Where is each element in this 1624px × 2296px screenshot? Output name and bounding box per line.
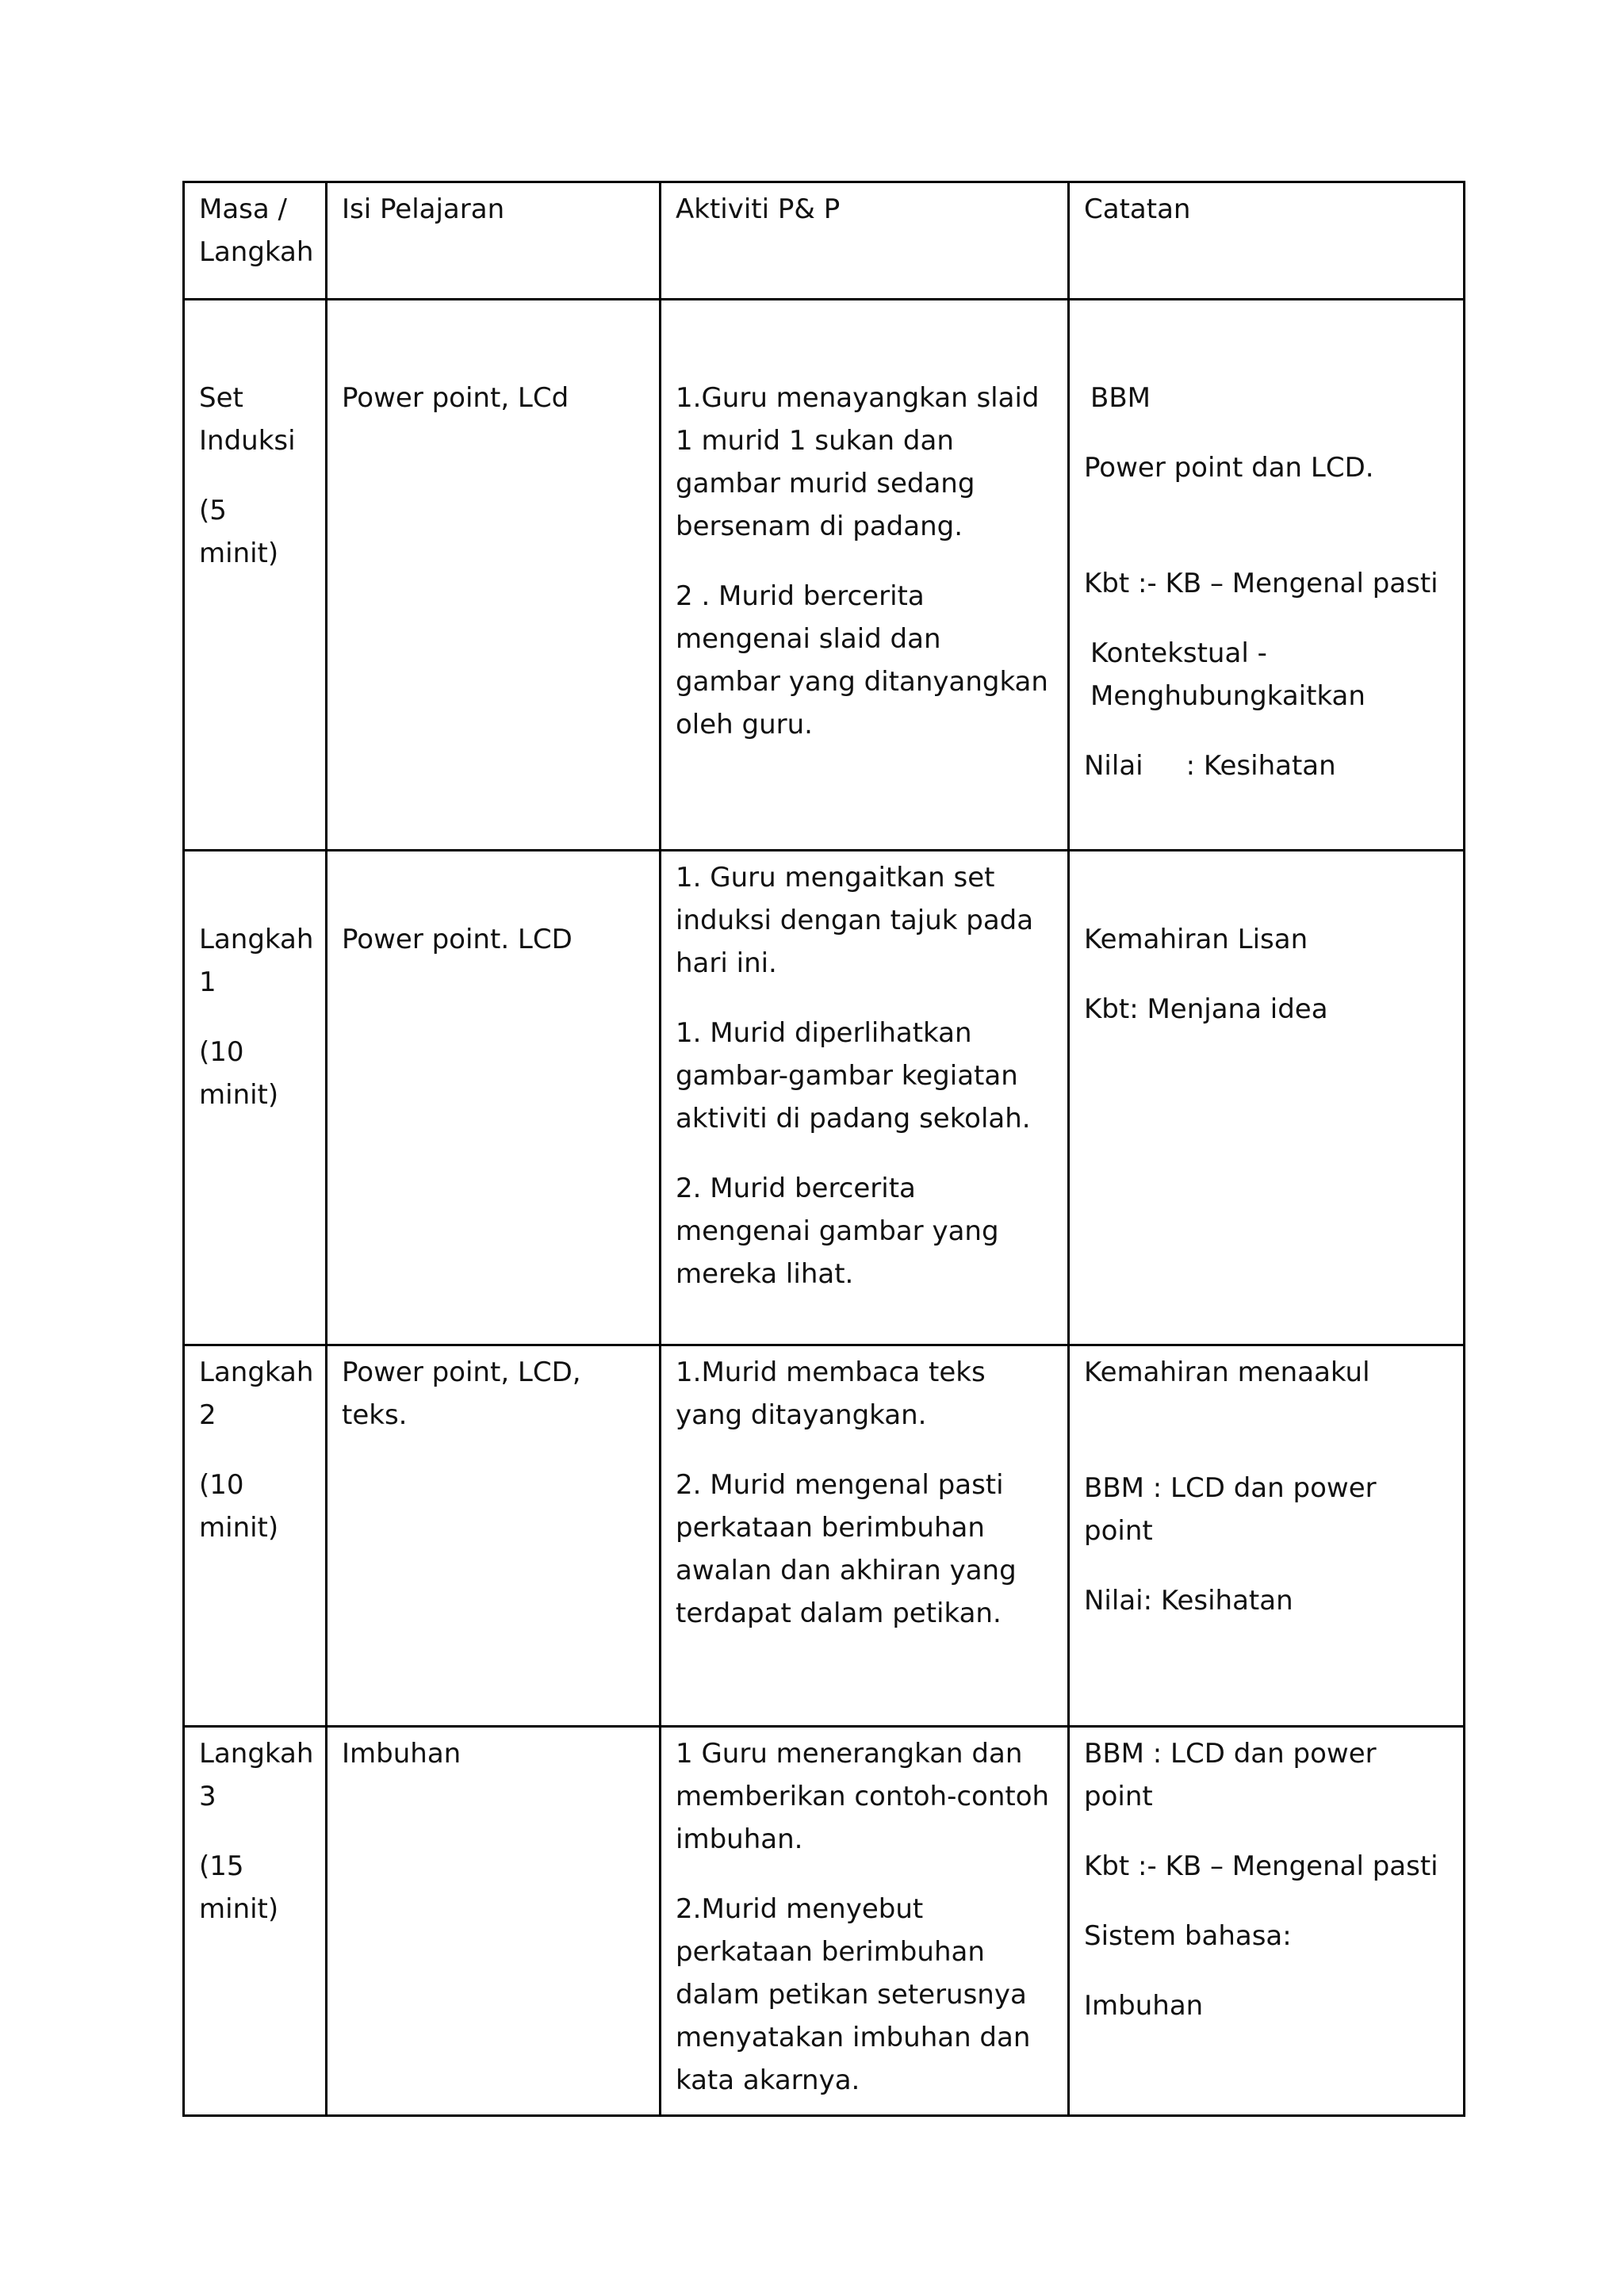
header-masa: Masa / Langkah xyxy=(184,182,327,300)
isi-cell: Power point, LCd xyxy=(327,300,661,851)
masa-time: (5 minit) xyxy=(199,495,279,569)
masa-time: (10 minit) xyxy=(199,1036,279,1111)
header-row xyxy=(184,182,1465,300)
lesson-plan-table xyxy=(182,181,1465,2117)
catatan-item: Kontekstual - Menghubungkaitkan xyxy=(1090,637,1365,712)
aktiviti-cell xyxy=(661,851,1069,1345)
header-catatan: Catatan xyxy=(1069,182,1465,300)
masa-cell xyxy=(184,1345,327,1727)
masa-label: Langkah 2 xyxy=(199,1357,314,1431)
aktiviti-cell xyxy=(661,300,1069,851)
catatan-item: BBM xyxy=(1090,382,1151,414)
aktiviti-cell xyxy=(661,1727,1069,2116)
header-isi: Isi Pelajaran xyxy=(327,182,661,300)
catatan-item: Nilai: Kesihatan xyxy=(1084,1585,1293,1617)
table-row xyxy=(184,1727,1465,2116)
isi-cell: Power point. LCD xyxy=(327,851,661,1345)
catatan-item: Kemahiran Lisan xyxy=(1084,924,1308,955)
header-aktiviti: Aktiviti P& P xyxy=(661,182,1069,300)
catatan-item: BBM : LCD dan power point xyxy=(1084,1472,1377,1547)
catatan-item: Kemahiran menaakul xyxy=(1084,1357,1370,1388)
catatan-cell xyxy=(1069,851,1465,1345)
catatan-item: Kbt :- KB – Mengenal pasti xyxy=(1084,1850,1438,1882)
table-row xyxy=(184,300,1465,851)
aktiviti-item: 2.Murid menyebut perkataan berimbuhan dalam petikan seterusnya menyatakan imbuhan dan kata akarnya. xyxy=(676,1893,1031,2096)
aktiviti-item: 2. Murid mengenal pasti perkataan berimbuhan awalan dan akhiran yang terdapat dalam petikan. xyxy=(676,1469,1017,1629)
catatan-item: Imbuhan xyxy=(1084,1990,1204,2022)
aktiviti-cell xyxy=(661,1345,1069,1727)
catatan-item: Kbt: Menjana idea xyxy=(1084,993,1328,1025)
aktiviti-item: 1. Murid diperlihatkan gambar-gambar kegiatan aktiviti di padang sekolah. xyxy=(676,1017,1031,1135)
aktiviti-item: 1.Guru menayangkan slaid 1 murid 1 sukan dan gambar murid sedang bersenam di padang. xyxy=(676,382,1040,542)
catatan-cell xyxy=(1069,1727,1465,2116)
aktiviti-item: 1 Guru menerangkan dan memberikan contoh-contoh imbuhan. xyxy=(676,1738,1050,1855)
masa-cell xyxy=(184,851,327,1345)
catatan-item: Nilai : Kesihatan xyxy=(1084,750,1336,782)
aktiviti-item: 2 . Murid bercerita mengenai slaid dan gambar yang ditanyangkan oleh guru. xyxy=(676,580,1048,740)
catatan-item: Power point dan LCD. xyxy=(1084,452,1374,484)
masa-time: (10 minit) xyxy=(199,1469,279,1544)
aktiviti-item: 2. Murid bercerita mengenai gambar yang mereka lihat. xyxy=(676,1173,999,1290)
catatan-cell xyxy=(1069,300,1465,851)
aktiviti-item: 1. Guru mengaitkan set induksi dengan tajuk pada hari ini. xyxy=(676,862,1034,979)
masa-time: (15 minit) xyxy=(199,1850,279,1925)
masa-cell xyxy=(184,1727,327,2116)
masa-cell xyxy=(184,300,327,851)
isi-cell: Power point, LCD, teks. xyxy=(327,1345,661,1727)
table-row xyxy=(184,851,1465,1345)
catatan-cell xyxy=(1069,1345,1465,1727)
isi-cell: Imbuhan xyxy=(327,1727,661,2116)
catatan-item: Sistem bahasa: xyxy=(1084,1920,1292,1952)
aktiviti-item: 1.Murid membaca teks yang ditayangkan. xyxy=(676,1357,986,1431)
masa-label: Langkah 3 xyxy=(199,1738,314,1812)
table-row xyxy=(184,1345,1465,1727)
masa-label: Set Induksi xyxy=(199,382,296,457)
catatan-item: BBM : LCD dan power point xyxy=(1084,1738,1377,1812)
catatan-item: Kbt :- KB – Mengenal pasti xyxy=(1084,568,1438,599)
masa-label: Langkah 1 xyxy=(199,924,314,998)
